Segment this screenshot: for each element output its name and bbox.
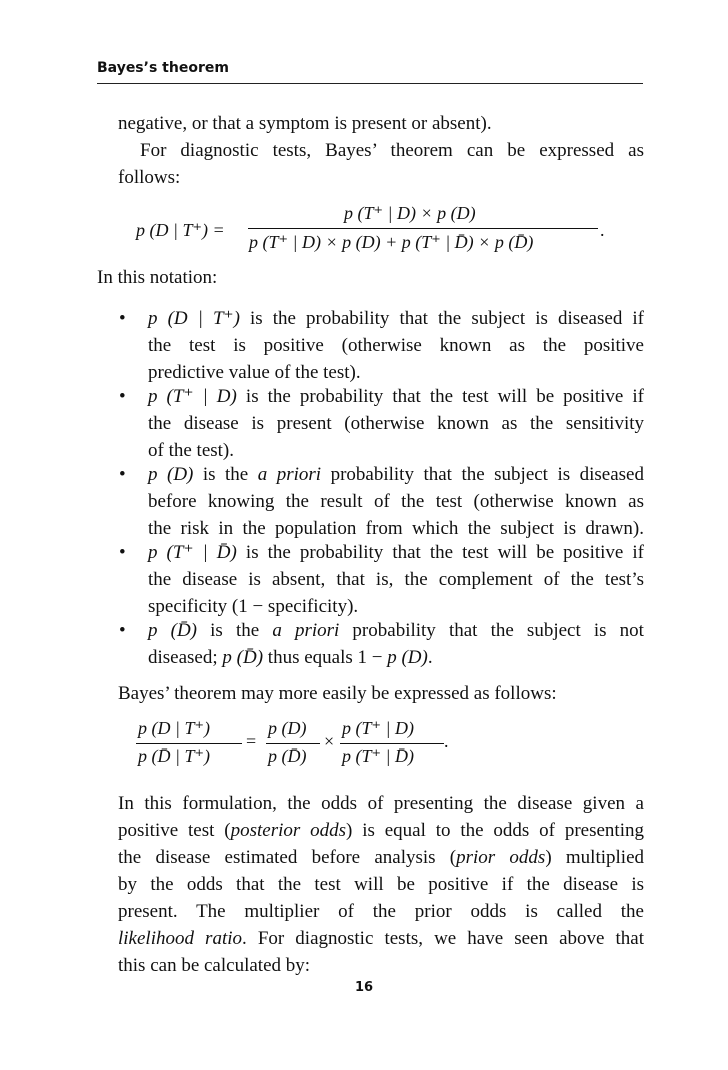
bullet-marker: • bbox=[119, 542, 126, 563]
bullet-marker: • bbox=[119, 308, 126, 329]
odds-intro: Bayes’ theorem may more easily be expressed as follows: bbox=[118, 683, 557, 704]
intro-line-2: For diagnostic tests, Bayes’ theorem can be expressed as bbox=[140, 140, 644, 161]
formula2-mid-denominator: p (D̄) bbox=[268, 746, 307, 766]
formula1-lhs bbox=[136, 220, 225, 241]
formula2-mid-numerator: p (D) bbox=[268, 718, 307, 738]
formula1-lhs-text: p (D | T⁺) = bbox=[136, 220, 225, 240]
formula2-left-bar bbox=[136, 743, 242, 744]
bullet-2-term: p (T⁺ | D) bbox=[148, 386, 237, 407]
formula2-right-bar bbox=[340, 743, 444, 744]
notation-intro: In this notation: bbox=[97, 267, 218, 288]
running-header: Bayes’s theorem bbox=[97, 60, 229, 76]
header-rule bbox=[97, 83, 643, 84]
bullet-marker: • bbox=[119, 464, 126, 485]
formula2-left-numerator: p (D | T⁺) bbox=[138, 718, 210, 738]
bullet-item-3: p (D) is the a priori probability that the subject is diseased before knowing the result of the test (otherwise known as the risk in the population from which the subject is drawn). bbox=[148, 464, 644, 539]
intro-line-3: follows: bbox=[118, 167, 181, 188]
bullet-1-term: p (D | T⁺) bbox=[148, 308, 240, 329]
bullet-item-4: p (T⁺ | D̄) is the probability that the test will be positive if the disease is absent, that is, the complement of the test’s specificity (1 − specificity). bbox=[148, 542, 644, 617]
formula1-denominator: p (T⁺ | D) × p (D) + p (T⁺ | D̄) × p (D̄) bbox=[249, 232, 534, 252]
formula2-right-numerator: p (T⁺ | D) bbox=[342, 718, 414, 738]
formula2-right-denominator: p (T⁺ | D̄) bbox=[342, 746, 414, 766]
bullet-marker: • bbox=[119, 620, 126, 641]
bullet-marker: • bbox=[119, 386, 126, 407]
bullet-item-5: p (D̄) is the a priori probability that the subject is not diseased; p (D̄) thus equals 1 − p (D). bbox=[148, 620, 644, 668]
bullet-item-1: p (D | T⁺) is the probability that the subject is diseased if the test is positive (otherwise known as the positive predictive value of the test). bbox=[148, 308, 644, 383]
bullet-item-2: p (T⁺ | D) is the probability that the test will be positive if the disease is present (otherwise known as the sensitivity of the test). bbox=[148, 386, 644, 461]
formula2-period: . bbox=[444, 731, 449, 751]
closing-paragraph: In this formulation, the odds of presenting the disease given a positive test (posterior odds) is equal to the odds of presenting the disease estimated before analysis (prior odds) multiplied by the odds that the test will be positive if the disease is present. The multiplier of the prior odds is called the likelihood ratio. For diagnostic tests, we have seen above that this can be calculated by: bbox=[118, 793, 644, 976]
bullet-4-term: p (T⁺ | D̄) bbox=[148, 542, 237, 563]
page-number: 16 bbox=[354, 980, 374, 995]
bullet-5-term: p (D̄) bbox=[148, 620, 198, 641]
formula1-fraction-bar bbox=[248, 228, 598, 229]
intro-line-1: negative, or that a symptom is present or absent). bbox=[118, 113, 492, 134]
formula2-times: × bbox=[324, 731, 335, 751]
intro-paragraph bbox=[118, 110, 644, 191]
formula2-left-denominator: p (D̄ | T⁺) bbox=[138, 746, 210, 766]
formula2-mid-bar bbox=[266, 743, 320, 744]
formula1-numerator: p (T⁺ | D) × p (D) bbox=[344, 203, 476, 223]
formula1-period: . bbox=[600, 220, 605, 240]
bullet-3-term: p (D) bbox=[148, 464, 194, 485]
formula2-equals: = bbox=[246, 731, 257, 751]
